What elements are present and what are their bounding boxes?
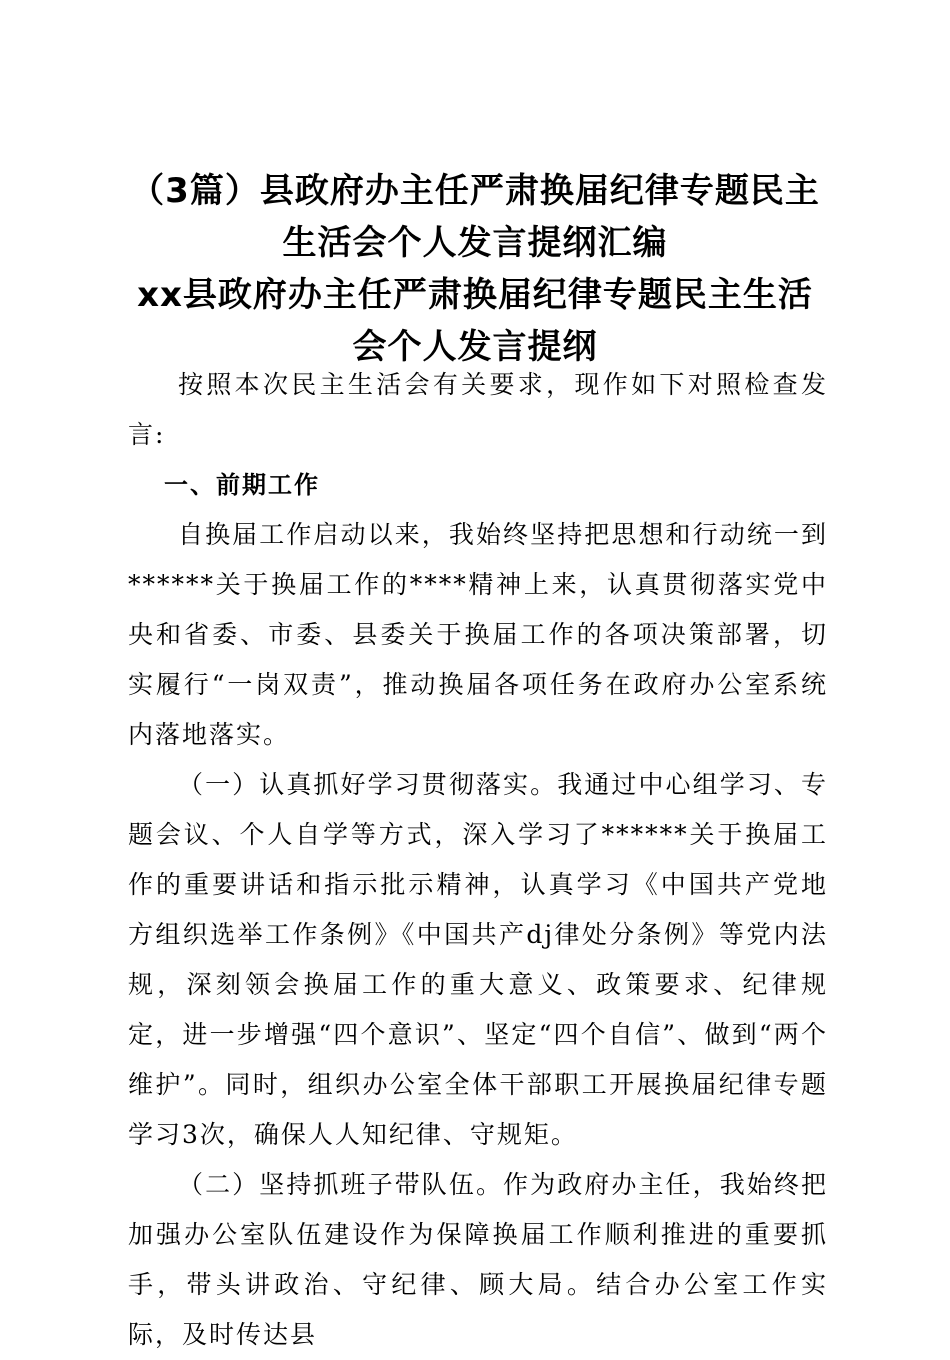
item-paragraph-2 <box>128 1160 828 1360</box>
item-lead-1: （一）认真抓好学习贯彻落实。 <box>178 770 558 799</box>
document-body <box>128 360 828 1360</box>
document-title <box>120 165 830 373</box>
title-line-3: xx县政府办主任严肃换届纪律专题民主生活 <box>137 275 813 315</box>
item-body-2: 作为政府办主任，我始终把加强办公室队伍建设作为保障换届工作顺利推进的重要抓手，带头讲政治、守纪律、顾大局。结合办公室工作实际，及时传达县 <box>128 1170 828 1349</box>
section-heading: 一、前期工作 <box>164 471 320 499</box>
item-body-1: 我通过中心组学习、专题会议、个人自学等方式，深入学习了******关于换届工作的重要讲话和指示批示精神，认真学习《中国共产党地方组织选举工作条例》《中国共产dj律处分条例》等党内法规，深刻领会换届工作的重大意义、政策要求、纪律规定，进一步增强“四个意识”、坚定“四个自信”、做到“两个维护”。同时，组织办公室全体干部职工开展换届纪律专题学习3次，确保人人知纪律、守规矩。 <box>128 770 828 1149</box>
section-paragraph: 自换届工作启动以来，我始终坚持把思想和行动统一到******关于换届工作的****精神上来，认真贯彻落实党中央和省委、市委、县委关于换届工作的各项决策部署，切实履行“一岗双责”，推动换届各项任务在政府办公室系统内落地落实。 <box>128 520 828 749</box>
item-paragraph-1 <box>128 760 828 1160</box>
title-line-4: 会个人发言提纲 <box>352 327 598 367</box>
item-lead-2: （二）坚持抓班子带队伍。 <box>178 1170 504 1199</box>
title-line-2: 生活会个人发言提纲汇编 <box>282 223 668 263</box>
title-line-1: （3篇）县政府办主任严肃换届纪律专题民主 <box>130 171 820 211</box>
intro-paragraph: 按照本次民主生活会有关要求，现作如下对照检查发言: <box>128 370 828 449</box>
